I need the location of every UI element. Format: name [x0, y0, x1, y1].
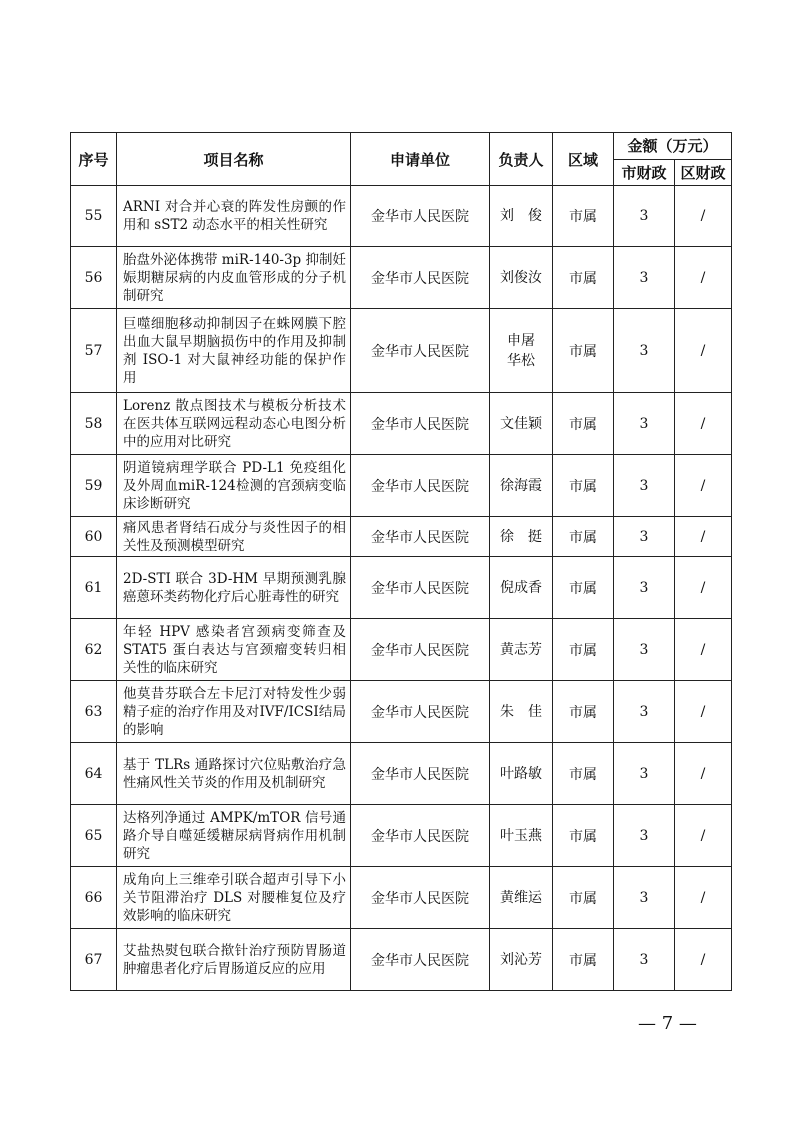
district-fund-cell: / — [675, 309, 732, 393]
principal-cell: 徐 挺 — [490, 517, 553, 557]
header-seq: 序号 — [71, 133, 117, 186]
district-fund-cell: / — [675, 186, 732, 247]
principal-cell: 倪成香 — [490, 557, 553, 619]
applicant-unit-cell: 金华市人民医院 — [351, 929, 490, 991]
region-cell: 市属 — [553, 186, 614, 247]
project-name-cell: 2D-STI 联合 3D-HM 早期预测乳腺癌蒽环类药物化疗后心脏毒性的研究 — [117, 557, 351, 619]
city-fund-cell: 3 — [614, 393, 675, 455]
district-fund-cell: / — [675, 619, 732, 681]
table-row — [71, 619, 732, 681]
principal-cell: 文佳颖 — [490, 393, 553, 455]
applicant-unit-cell: 金华市人民医院 — [351, 681, 490, 743]
project-name-cell: 成角向上三维牵引联合超声引导下小关节阻滞治疗 DLS 对腰椎复位及疗效影响的临床研究 — [117, 867, 351, 929]
city-fund-cell: 3 — [614, 455, 675, 517]
table-body — [71, 186, 732, 991]
header-project-name: 项目名称 — [117, 133, 351, 186]
principal-cell: 黄维运 — [490, 867, 553, 929]
district-fund-cell: / — [675, 393, 732, 455]
applicant-unit-cell: 金华市人民医院 — [351, 186, 490, 247]
row-number: 64 — [71, 743, 117, 805]
project-name-cell: 年轻 HPV 感染者宫颈病变筛查及 STAT5 蛋白表达与宫颈瘤变转归相关性的临床研究 — [117, 619, 351, 681]
row-number: 65 — [71, 805, 117, 867]
header-amount: 金额（万元） — [614, 133, 732, 160]
principal-cell: 刘 俊 — [490, 186, 553, 247]
table-row — [71, 309, 732, 393]
project-name-cell: 巨噬细胞移动抑制因子在蛛网膜下腔出血大鼠早期脑损伤中的作用及抑制剂 ISO-1 对大鼠神经功能的保护作用 — [117, 309, 351, 393]
region-cell: 市属 — [553, 557, 614, 619]
row-number: 59 — [71, 455, 117, 517]
table-row — [71, 557, 732, 619]
header-principal: 负责人 — [490, 133, 553, 186]
applicant-unit-cell: 金华市人民医院 — [351, 455, 490, 517]
row-number: 56 — [71, 247, 117, 309]
region-cell: 市属 — [553, 393, 614, 455]
project-name-cell: 达格列净通过 AMPK/mTOR 信号通路介导自噬延缓糖尿病肾病作用机制研究 — [117, 805, 351, 867]
district-fund-cell: / — [675, 247, 732, 309]
project-name-cell: 他莫昔芬联合左卡尼汀对特发性少弱精子症的治疗作用及对IVF/ICSI结局的影响 — [117, 681, 351, 743]
principal-cell: 刘俊汝 — [490, 247, 553, 309]
district-fund-cell: / — [675, 517, 732, 557]
principal-cell: 叶路敏 — [490, 743, 553, 805]
district-fund-cell: / — [675, 743, 732, 805]
header-applicant-unit: 申请单位 — [351, 133, 490, 186]
city-fund-cell: 3 — [614, 929, 675, 991]
region-cell: 市属 — [553, 867, 614, 929]
district-fund-cell: / — [675, 805, 732, 867]
table-row — [71, 517, 732, 557]
applicant-unit-cell: 金华市人民医院 — [351, 619, 490, 681]
principal-cell: 叶玉燕 — [490, 805, 553, 867]
page-number: — 7 — — [638, 1013, 697, 1034]
principal-cell: 刘沁芳 — [490, 929, 553, 991]
project-name-cell: ARNI 对合并心衰的阵发性房颤的作用和 sST2 动态水平的相关性研究 — [117, 186, 351, 247]
table-row — [71, 681, 732, 743]
project-name-cell: 痛风患者肾结石成分与炎性因子的相关性及预测模型研究 — [117, 517, 351, 557]
region-cell: 市属 — [553, 681, 614, 743]
project-name-cell: 艾盐热熨包联合揿针治疗预防胃肠道肿瘤患者化疗后胃肠道反应的应用 — [117, 929, 351, 991]
city-fund-cell: 3 — [614, 557, 675, 619]
project-table — [70, 132, 732, 991]
table-row — [71, 455, 732, 517]
applicant-unit-cell: 金华市人民医院 — [351, 517, 490, 557]
city-fund-cell: 3 — [614, 186, 675, 247]
row-number: 61 — [71, 557, 117, 619]
row-number: 55 — [71, 186, 117, 247]
city-fund-cell: 3 — [614, 517, 675, 557]
region-cell: 市属 — [553, 309, 614, 393]
table-row — [71, 929, 732, 991]
applicant-unit-cell: 金华市人民医院 — [351, 557, 490, 619]
city-fund-cell: 3 — [614, 867, 675, 929]
table-row — [71, 186, 732, 247]
header-region: 区域 — [553, 133, 614, 186]
district-fund-cell: / — [675, 929, 732, 991]
applicant-unit-cell: 金华市人民医院 — [351, 247, 490, 309]
region-cell: 市属 — [553, 455, 614, 517]
header-district-fund: 区财政 — [675, 159, 732, 186]
row-number: 58 — [71, 393, 117, 455]
district-fund-cell: / — [675, 867, 732, 929]
row-number: 63 — [71, 681, 117, 743]
applicant-unit-cell: 金华市人民医院 — [351, 309, 490, 393]
city-fund-cell: 3 — [614, 619, 675, 681]
district-fund-cell: / — [675, 455, 732, 517]
region-cell: 市属 — [553, 619, 614, 681]
region-cell: 市属 — [553, 805, 614, 867]
project-name-cell: 阴道镜病理学联合 PD-L1 免疫组化及外周血miR-124检测的宫颈病变临床诊断研究 — [117, 455, 351, 517]
row-number: 67 — [71, 929, 117, 991]
applicant-unit-cell: 金华市人民医院 — [351, 867, 490, 929]
city-fund-cell: 3 — [614, 805, 675, 867]
region-cell: 市属 — [553, 743, 614, 805]
row-number: 57 — [71, 309, 117, 393]
city-fund-cell: 3 — [614, 309, 675, 393]
city-fund-cell: 3 — [614, 247, 675, 309]
region-cell: 市属 — [553, 247, 614, 309]
applicant-unit-cell: 金华市人民医院 — [351, 805, 490, 867]
principal-cell: 徐海霞 — [490, 455, 553, 517]
table-row — [71, 867, 732, 929]
district-fund-cell: / — [675, 681, 732, 743]
table-row — [71, 805, 732, 867]
region-cell: 市属 — [553, 929, 614, 991]
project-name-cell: Lorenz 散点图技术与模板分析技术在医共体互联网远程动态心电图分析中的应用对比研究 — [117, 393, 351, 455]
table-row — [71, 743, 732, 805]
row-number: 66 — [71, 867, 117, 929]
principal-cell: 朱 佳 — [490, 681, 553, 743]
header-city-fund: 市财政 — [614, 159, 675, 186]
applicant-unit-cell: 金华市人民医院 — [351, 393, 490, 455]
row-number: 62 — [71, 619, 117, 681]
region-cell: 市属 — [553, 517, 614, 557]
city-fund-cell: 3 — [614, 743, 675, 805]
district-fund-cell: / — [675, 557, 732, 619]
project-name-cell: 胎盘外泌体携带 miR-140-3p 抑制妊娠期糖尿病的内皮血管形成的分子机制研究 — [117, 247, 351, 309]
applicant-unit-cell: 金华市人民医院 — [351, 743, 490, 805]
row-number: 60 — [71, 517, 117, 557]
principal-cell: 黄志芳 — [490, 619, 553, 681]
project-name-cell: 基于 TLRs 通路探讨穴位贴敷治疗急性痛风性关节炎的作用及机制研究 — [117, 743, 351, 805]
city-fund-cell: 3 — [614, 681, 675, 743]
table-row — [71, 247, 732, 309]
table-row — [71, 393, 732, 455]
principal-cell: 申屠华松 — [490, 309, 553, 393]
